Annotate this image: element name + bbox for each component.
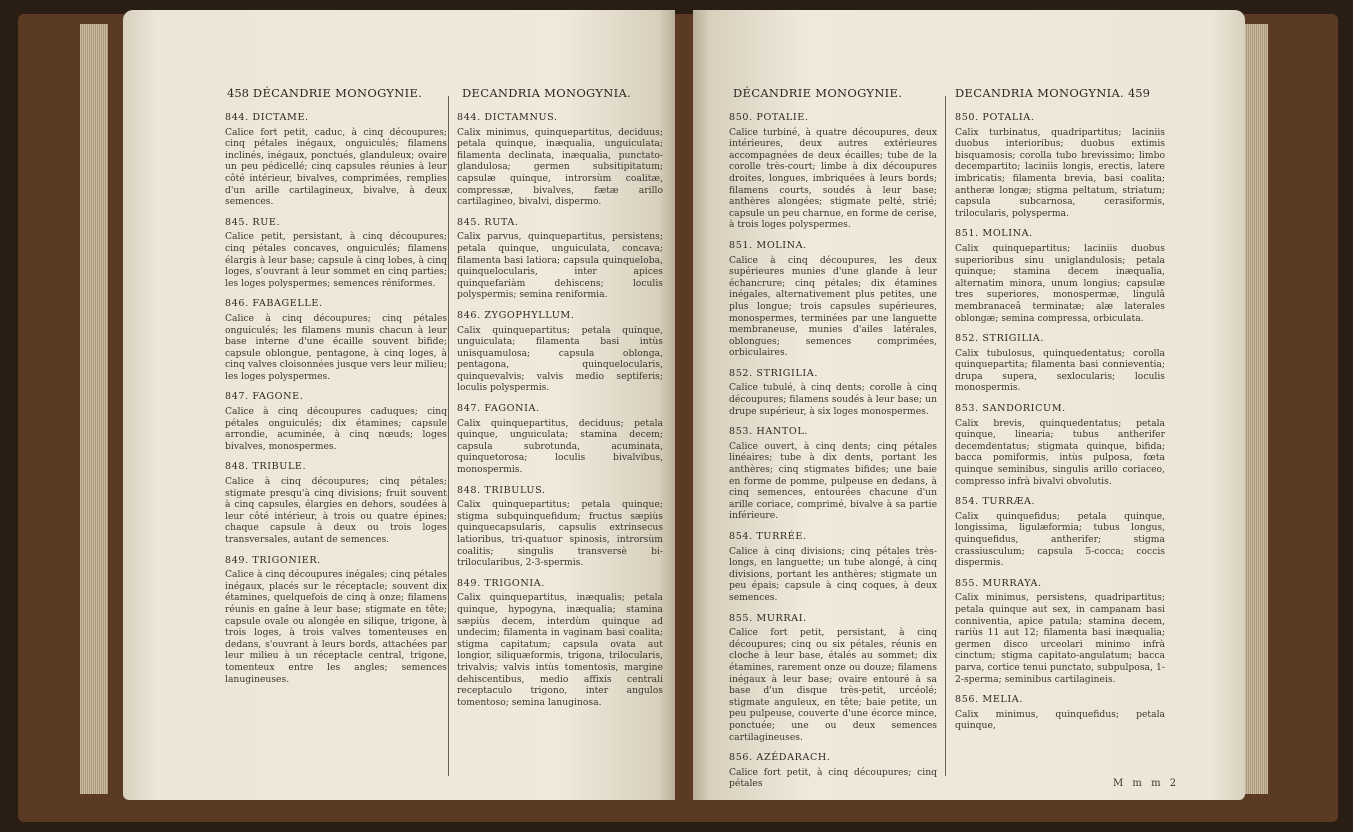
right-column-rule [945,96,946,776]
entry [955,333,1165,394]
entry-text: Calice à cinq découpures; cinq pétales onguiculés; les filamens munis chacun à leur base interne d'une écaille souvent bifide; capsule oblongue, pentagone, à cinq loges, à cinq valves cloisonnées jusque vers leur milieu; les loges polyspermes. [225,312,447,382]
entry-title: 851. MOLINA. [955,228,1033,240]
left-latin-column [457,112,663,717]
left-column-rule [448,96,449,776]
entry [457,112,663,208]
entry-title: 848. TRIBULUS. [457,484,546,496]
entry [457,217,663,301]
entry [729,426,937,522]
right-header-la [955,86,1150,100]
entry-title: 847. FAGONE. [225,391,304,403]
left-page-number: 458 [227,86,249,100]
right-page [693,10,1245,800]
entry-title: 853. HANTOL. [729,426,808,438]
entry-text: Calice à cinq divisions; cinq pétales très-longs, en languette; un tube alongé, à cinq divisions, portant les anthères; stigmate un peu épais; capsule à cinq coques, à deux semences. [729,545,937,603]
entry [955,403,1165,487]
entry-text: Calix quinquefidus; petala quinque, longissima, ligulæformia; tubus longus, quinquefidus, antherifer; stigma crassiusculum; capsula 5-cocca; coccis dispermis. [955,510,1165,569]
entry-title: 846. FABAGELLE. [225,298,323,310]
entry-title: 849. TRIGONIER. [225,554,321,566]
entry-text: Calix quinquepartitus, inæqualis; petala quinque, hypogyna, inæqualia; stamina sæpiùs decem, interdùm quinque ad undecim; filamenta in vaginam basi coalita; stigma capitatum; capsula ovata aut longior, siliquæformis, trigona, trilocularis, trivalvis; valvis intùs tomentosis, margine dehiscentibus, medio affixis centrali receptaculo trigono, inter angulos tomentoso; semina lanuginosa. [457,592,663,708]
entry-title: 844. DICTAME. [225,112,309,123]
right-header-fr [733,86,902,100]
entry [729,752,937,790]
entry-title: 849. TRIGONIA. [457,577,545,589]
entry [225,461,447,545]
right-french-column [729,112,937,799]
entry-text: Calix brevis, quinquedentatus; petala quinque, linearia; tubus antherifer decemdentatus; stigmata quinque, bifida; bacca pomiformis, intùs pulposa, fœta quinque seminibus, singulis arillo coriaceo, compresso infrà bivalvi obvolutis. [955,417,1165,487]
entry [225,555,447,686]
entry-text: Calix tubulosus, quinquedentatus; corolla quinquepartita; filamenta basi connieventia; drupa supera, sexlocularis; loculis monospermis. [955,347,1165,394]
entry [225,391,447,452]
entry [729,613,937,744]
page-edges-left [80,24,108,794]
entry [729,240,937,359]
entry-title: 844. DICTAMNUS. [457,112,558,123]
entry [457,403,663,476]
entry-text: Calix quinquepartitus, deciduus; petala quinque, unguiculata; stamina decem; capsula subrotunda, acuminata, quinquetorosa; loculis bivalvibus, monospermis. [457,417,663,476]
entry-title: 851. MOLINA. [729,239,807,251]
left-header-french: DÉCANDRIE MONOGYNIE. [252,86,423,100]
entry [955,578,1165,685]
entry-text: Calice à cinq découpures, les deux supérieures munies d'une glande à leur échancrure; cinq pétales; dix étamines inégales, alternativement plus petites, une plus longue; trois capsules supérieures, monospermes, terminées par une languette membraneuse, munies d'ailes latérales, oblongues; semences comprimées, orbiculaires. [729,254,937,359]
entry-text: Calice petit, persistant, à cinq découpures; cinq pétales concaves, onguiculés; filamens élargis à leur base; capsule à cinq lobes, à cinq loges, s'ouvrant à leur sommet en cinq parties; les loges polyspermes; semences réniformes. [225,231,447,289]
entry-title: 853. SANDORICUM. [955,403,1066,415]
left-header-fr [227,86,422,100]
entry [955,112,1165,219]
entry-text: Calix parvus, quinquepartitus, persistens; petala quinque, unguiculata, concava; filamenta basi latiora; capsula quinqueloba, quinquelocularis, inter apices quinquefariàm dehiscens; loculis polyspermis; semina reniformia. [457,231,663,301]
entry-text: Calice à cinq découpures; cinq pétales; stigmate presqu'à cinq divisions; fruit souvent à cinq capsules, élargies en dehors, soudées à leur côté intérieur, à trois ou quatre épines; chaque capsule à deux ou trois loges transversales, autant de semences. [225,476,447,545]
entry-text: Calice tubulé, à cinq dents; corolle à cinq découpures; filamens soudés à leur base; un drupe supérieur, à six loges monospermes. [729,382,937,417]
entry-text: Calice fort petit, caduc, à cinq découpures; cinq pétales inégaux, onguiculés; filamens inclinés, inégaux, ponctués, glanduleux; ovaire un peu pédicellé; cinq capsules réunies à leur côté intérieur, bivalves, comprimées, remplies d'un arille cartilagineux, bivalve, à deux semences. [225,126,447,208]
signature-mark: M m m 2 [1113,778,1180,789]
entry-title: 856. MELIA. [955,694,1023,706]
right-latin-column [955,112,1165,741]
entry-text: Calix minimus, persistens, quadripartitus; petala quinque aut sex, in campanam basi conniventia, apice patula; stamina decem, rariùs 11 aut 12; filamenta basi inæqualia; germen disco urceolari minimo infrà cinctum; stigma capitato-angulatum; bacca parva, cortice tenui punctato, subpulposa, 1-2-sperma; seminibus cartilagineis. [955,592,1165,685]
left-header-latin: DECANDRIA MONOGYNIA. [462,86,631,100]
entry [955,496,1165,569]
entry-title: 856. AZÉDARACH. [729,752,831,764]
left-french-column [225,112,447,694]
entry-title: 845. RUE. [225,216,281,228]
entry [225,112,447,208]
entry-text: Calix quinquepartitus; petala quinque, unguiculata; filamenta basi intùs unisquamulosa; capsula oblonga, pentagona, quinquelocularis, quinquevalvis; valvis medio septiferis; loculis polyspermis. [457,324,663,394]
left-page [123,10,675,800]
entry [729,368,937,417]
page-edges-right [1242,24,1268,794]
entry-text: Calix quinquepartitus; laciniis duobus superioribus sinu uniglandulosis; petala quinque; stamina decem inæqualia, alternatim minora, unum longius; capsulæ tres superiores, monospermæ, lingulâ membranaceâ terminatæ; alæ laterales oblongæ; semina compressa, orbiculata. [955,242,1165,324]
entry-title: 854. TURRÉE. [729,531,807,542]
right-header-french: DÉCANDRIE MONOGYNIE. [733,86,903,100]
entry-text: Calix quinquepartitus; petala quinque; stigma subquinquefidum; fructus sæpiùs quinquecapsularis, capsulis extrinsecus latioribus, tri-quatuor spinosis, introrsùm coalitis; singulis transversè bi-trilocularibus, 2-3-spermis. [457,499,663,569]
entry-text: Calice turbiné, à quatre découpures, deux intérieures, deux autres extérieures accompagnées de deux écailles; tube de la corolle très-court; limbe à dix découpures droites, longues, imbriquées à leurs bords; filamens courts, soudés à leur base; anthères alongées; stigmate pelté, strié; capsule un peu charnue, en forme de cerise, à trois loges polyspermes. [729,126,937,231]
entry-title: 855. MURRAI. [729,612,807,624]
entry-title: 855. MURRAYA. [955,577,1042,589]
entry-text: Calice ouvert, à cinq dents; cinq pétales linéaires; tube à dix dents, portant les anthères; cinq stigmates bifides; une baie en forme de pomme, pulpeuse en dedans, à cinq semences, entourées chacune d'un arille coriace, comprimé, bivalve à sa partie inférieure. [729,440,937,522]
entry-text: Calice à cinq découpures caduques; cinq pétales onguiculés; dix étamines; capsule arrondie, acuminée, à cinq nœuds; loges bivalves, monospermes. [225,406,447,452]
entry [225,298,447,382]
entry [955,694,1165,732]
right-header-latin: DECANDRIA MONOGYNIA. [955,86,1124,100]
right-page-number: 459 [1127,86,1150,100]
entry [457,578,663,709]
entry [457,310,663,394]
entry-title: 845. RUTA. [457,216,519,228]
entry [225,217,447,290]
entry [729,112,937,231]
entry-title: 848. TRIBULE. [225,461,307,473]
entry-text: Calice fort petit, persistant, à cinq découpures; cinq ou six pétales, réunis en cloche à leur base, étalés au sommet; dix étamines, rarement onze ou douze; filamens inégaux à leur base; ovaire entouré à sa base d'un disque très-petit, urcéolé; stigmate anguleux, en tête; baie petite, un peu pulpeuse, couverte d'une écorce mince, ponctuée; une ou deux semences cartilagineuses. [729,627,937,743]
entry [955,228,1165,324]
entry-title: 846. ZYGOPHYLLUM. [457,309,575,321]
entry-title: 852. STRIGILIA. [729,367,818,379]
entry-title: 854. TURRÆA. [955,496,1036,508]
entry [729,531,937,604]
entry-text: Calix minimus, quinquefidus; petala quinque, [955,708,1165,732]
entry-title: 850. POTALIA. [955,112,1035,123]
entry-text: Calice à cinq découpures inégales; cinq pétales inégaux, placés sur le réceptacle; souvent dix étamines, quelquefois de cinq à onze; filamens réunis en gaîne à leur base; stigmate en tête; capsule ovale ou alongée en silique, trigone, à trois loges, à trois valves tomenteuses en dedans, s'ouvrant à leurs bords, attachées par leur milieu à un réceptacle central, trigone, tomenteux entre les angles; semences lanugineuses. [225,569,447,685]
entry-text: Calice fort petit, à cinq découpures; cinq pétales [729,766,937,790]
entry-title: 850. POTALIE. [729,112,809,123]
entry-title: 852. STRIGILIA. [955,333,1044,345]
left-header-la [462,86,631,100]
entry-title: 847. FAGONIA. [457,403,540,415]
entry [457,485,663,569]
entry-text: Calix minimus, quinquepartitus, deciduus; petala quinque, inæqualia, unguiculata; filamenta declinata, inæqualia, punctato-glandulosa; germen subsitipitatum; capsulæ quinque, introrsùm coalitæ, compressæ, bivalves, fætæ arillo cartilagineo, bivalvi, dispermo. [457,126,663,208]
entry-text: Calix turbinatus, quadripartitus; laciniis duobus interioribus; duobus extimis bisquamosis; corolla tubo brevissimo; limbo decempartito; laciniis longis, erectis, latere imbricatis; filamenta brevia, basi coalita; antheræ longæ; stigma peltatum, striatum; capsula subcarnosa, cerasiformis, trilocularis, polysperma. [955,126,1165,219]
